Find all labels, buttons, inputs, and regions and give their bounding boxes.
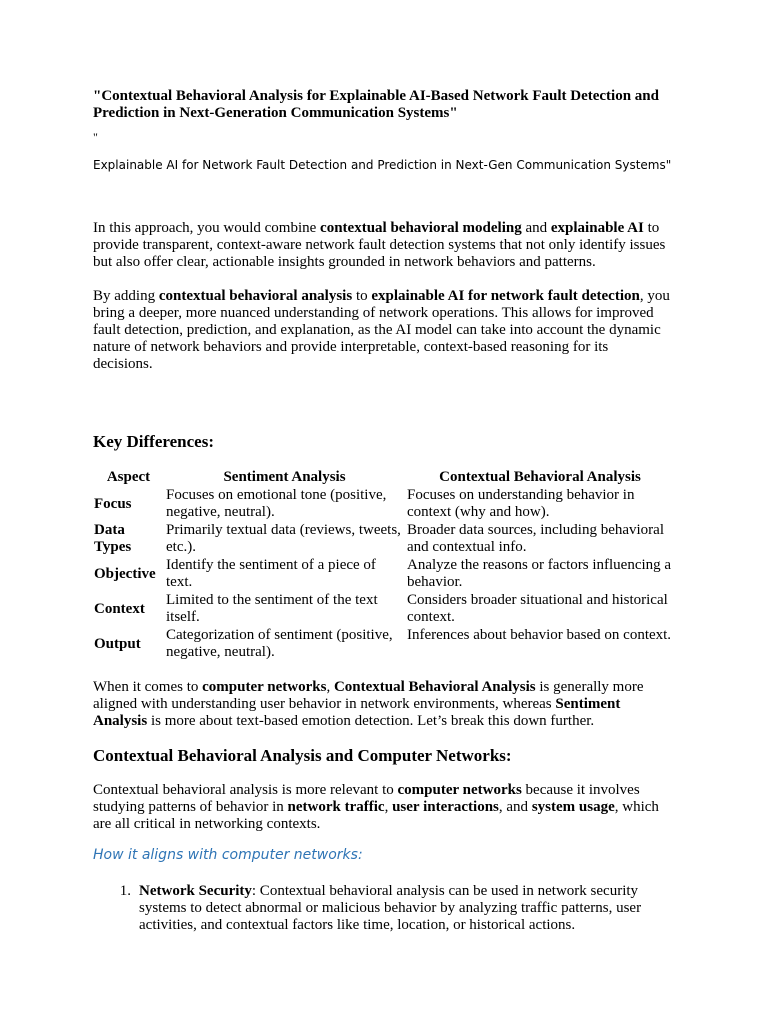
document-title: "Contextual Behavioral Analysis for Explainable AI-Based Network Fault Detection and Prediction in Next-Generation Communication Systems": [93, 88, 659, 121]
list-item: [93, 883, 671, 934]
table-cell: Limited to the sentiment of the text itself.: [166, 592, 378, 625]
intro-paragraph: In this approach, you would combine contextual behavioral modeling and explainable AI to provide transparent, context-aware network fault detection systems that not only identify issues but also offer clear, actionable insights grounded in network behaviors and patterns.: [93, 220, 666, 270]
table-cell: Categorization of sentiment (positive, negative, neutral).: [166, 627, 393, 660]
list-item-text: Network Security: Contextual behavioral analysis can be used in network security systems to detect abnormal or malicious behavior by analyzing traffic patterns, user activities, and contextual factors like time, location, or historical actions.: [139, 883, 642, 933]
numbered-list: [93, 883, 671, 934]
table-header-cell: Contextual Behavioral Analysis: [439, 469, 641, 485]
row-header: Objective: [94, 565, 156, 582]
row-header: Context: [94, 600, 145, 617]
approach-paragraph: By adding contextual behavioral analysis to explainable AI for network fault detection, you bring a deeper, more nuanced understanding of network operations. This allows for improved fault detection, prediction, and explanation, as the AI model can take into account the dynamic nature of network behaviors and provide interpretable, context-based reasoning for its decisions.: [93, 288, 670, 372]
stray-quote: ": [93, 130, 98, 144]
relevance-paragraph: Contextual behavioral analysis is more relevant to computer networks because it involves studying patterns of behavior in network traffic, user interactions, and system usage, which are all critical in networking contexts.: [93, 782, 659, 832]
table-row: [93, 487, 675, 522]
table-cell: Identify the sentiment of a piece of text.: [166, 557, 376, 590]
table-cell: Focuses on understanding behavior in context (why and how).: [407, 487, 635, 520]
row-header: Focus: [94, 495, 132, 512]
networks-paragraph: When it comes to computer networks, Contextual Behavioral Analysis is generally more aligned with understanding user behavior in network environments, whereas Sentiment Analysis is more about text-based emotion detection. Let’s break this down further.: [93, 679, 644, 729]
table-header-cell: Aspect: [106, 469, 151, 485]
table-cell: Analyze the reasons or factors influencing a behavior.: [407, 557, 672, 590]
table-header-cell: Sentiment Analysis: [223, 469, 346, 485]
document-subtitle: Explainable AI for Network Fault Detection and Prediction in Next-Gen Communication Systems": [93, 158, 672, 172]
table-cell: Focuses on emotional tone (positive, negative, neutral).: [166, 487, 387, 520]
table-row: [93, 557, 675, 592]
table-cell: Considers broader situational and historical context.: [407, 592, 668, 625]
row-header: Output: [94, 635, 141, 652]
table-row: [93, 592, 675, 627]
key-differences-heading: Key Differences:: [93, 432, 214, 451]
table-row: [93, 627, 675, 662]
table-header-row: [93, 468, 675, 487]
list-number: 1.: [119, 883, 131, 899]
contextual-networks-heading: Contextual Behavioral Analysis and Computer Networks:: [93, 746, 512, 765]
table-cell: Inferences about behavior based on context.: [407, 627, 672, 643]
row-header: Data Types: [94, 522, 132, 555]
table-cell: Broader data sources, including behavioral and contextual info.: [407, 522, 664, 555]
aligns-subheading: How it aligns with computer networks:: [93, 847, 363, 863]
comparison-table: [93, 468, 675, 662]
table-row: [93, 522, 675, 557]
table-cell: Primarily textual data (reviews, tweets, etc.).: [166, 522, 401, 555]
